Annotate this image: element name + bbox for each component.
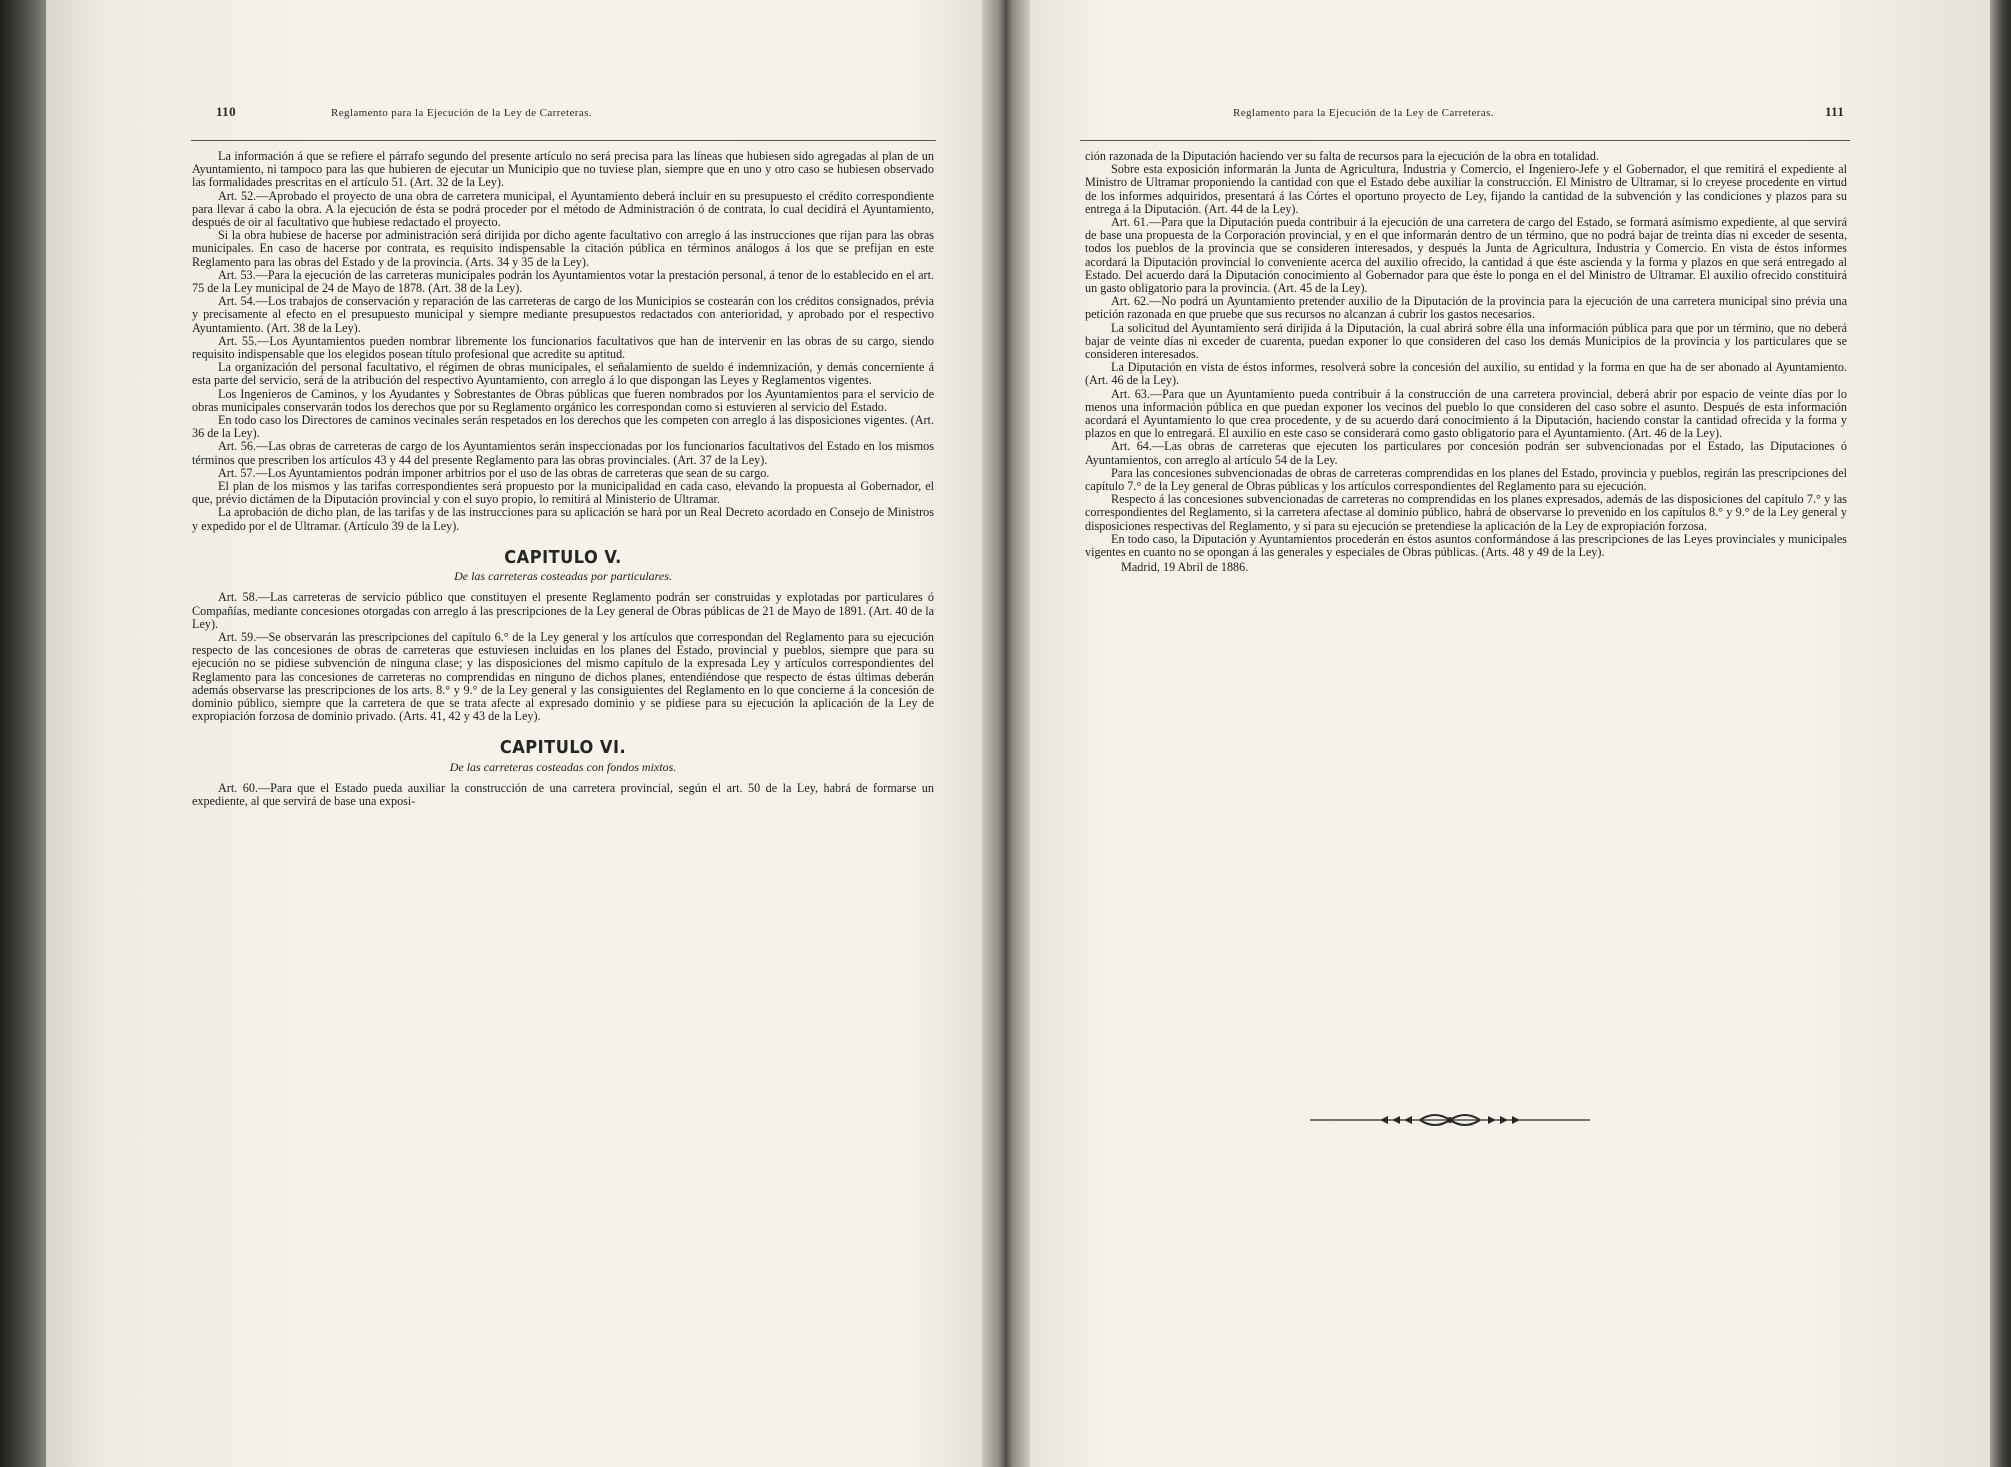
left-page [46, 0, 982, 1467]
end-ornament [1310, 1112, 1590, 1128]
page-number: 110 [216, 104, 236, 119]
paragraph: El plan de los mismos y las tarifas correspondientes será propuesto por la municipalidad en cada caso, elevando la propuesta al Gobernador, el que, prévio dictámen de la Diputación provincial y con el suyo propio, lo remitirá al Ministerio de Ultramar. [192, 479, 934, 507]
paragraph: La información á que se refiere el párrafo segundo del presente artículo no será precisa para las líneas que hubiesen sido agregadas al plan de un Ayuntamiento, ni tampoco para las que hubieren de ejecutar un Municipio que no tuviese plan, siempre que en uno y otro caso se hubiesen observado las formalidades prescritas en el artículo 51. (Art. 32 de la Ley). [192, 149, 934, 190]
right-page [1030, 0, 1990, 1467]
right-page-header [1030, 104, 1990, 124]
paragraph: ción razonada de la Diputación haciendo ver su falta de recursos para la ejecución de la obra en totalidad. [1085, 149, 1600, 163]
book-edge [1990, 0, 2011, 1467]
paragraph: En todo caso los Directores de caminos vecinales serán respetados en los derechos que les competen con arreglo á las disposiciones vigentes. (Art. 36 de la Ley). [192, 413, 934, 441]
paragraph: Art. 57.—Los Ayuntamientos podrán imponer arbitrios por el uso de las obras de carreteras que sean de su cargo. [218, 465, 770, 480]
left-page-header [46, 104, 982, 124]
date-line: Madrid, 19 Abril de 1886. [1121, 560, 1249, 575]
paragraph: Art. 55.—Los Ayuntamientos pueden nombrar libremente los funcionarios facultativos que han de intervenir en las obras de su cargo, siendo requisito indispensable que los elegidos posean título profesional que acredite su aptitud. [192, 333, 934, 362]
chapter-subtitle: De las carreteras costeadas por particulares. [454, 569, 672, 584]
running-header: Reglamento para la Ejecución de la Ley de Carreteras. [1233, 107, 1494, 119]
paragraph: Art. 53.—Para la ejecución de las carreteras municipales podrán los Ayuntamientos votar la prestación personal, á tenor de lo establecido en el art. 75 de la Ley municipal de 24 de Mayo de 1878. (Art. 38 de la Ley). [192, 267, 934, 296]
paragraph: Art. 59.—Se observarán las prescripciones del capítulo 6.° de la Ley general y los artículos que correspondan del Reglamento para su ejecución respecto de las concesiones de obras de carreteras que estuviesen incluidas en los planes del Estado, provincial y pueblos, siempre que para su ejecución no se pidiese subvención de ninguna clase; y las disposiciones del mismo capítulo de la expresada Ley y artículos correspondientes del Reglamento para las concesiones de carreteras no comprendidas en ninguno de dichos planes, entendiéndose que respecto de éstas últimas deberán además observarse las prescripciones de los arts. 8.° y 9.° de la Ley general y las consiguientes del Reglamento en lo que concierne á la concesión de dominio público, siempre que la carretera de que se trata afecte al expresado dominio y se pidiese para su ejecución la aplicación de la Ley de expropiación forzosa de dominio privado. (Arts. 41, 42 y 43 de la Ley). [192, 629, 934, 724]
paragraph: Art. 62.—No podrá un Ayuntamiento pretender auxilio de la Diputación de la provincia para la ejecución de una carretera municipal sino prévia una petición razonada en que pruebe que sus recursos no alcanzan á cubrir los gastos necesarios. [1085, 294, 1847, 322]
left-page-text [192, 150, 934, 808]
paragraph: Art. 60.—Para que el Estado pueda auxiliar la construcción de una carretera provincial, según el art. 50 de la Ley, habrá de formarse un expediente, al que servirá de base una exposi- [192, 780, 934, 808]
paragraph: En todo caso, la Diputación y Ayuntamientos procederán en éstos asuntos conformándose á las prescripciones de las Leyes provinciales y municipales vigentes en cuanto no se opongan á las generales y especiales de Obras públicas. (Arts. 48 y 49 de la Ley). [1085, 531, 1847, 560]
paragraph: Respecto á las concesiones subvencionadas de carreteras no comprendidas en los planes expresados, además de las disposiciones del capítulo 7.° y las correspondientes del Reglamento, si la carretera afectase al dominio público, habrá de observarse lo prevenido en los capítulos 8.° y 9.° de la Ley general y disposiciones respectivas del Reglamento, y si para su ejecución se pretendiese la aplicación de la Ley de expropiación forzosa. [1085, 492, 1847, 533]
paragraph: Art. 61.—Para que la Diputación pueda contribuir á la ejecución de una carretera de cargo del Estado, se formará asímismo expediente, al que servirá de base una propuesta de la Corporación provincial, y en el que informarán dentro de un término, que no podrá bajar de treinta días ni exceder de sesenta, todos los pueblos de la provincia que se consideren interesados, y después la Junta de Agricultura, Industria y Comercio. En vista de éstos informes acordará la Diputación provincial lo conveniente acerca del auxilio ofrecido, la cantidad á que éste ascienda y la forma y plazos en que será entregado al Estado. Del acuerdo dará la Diputación conocimiento al Gobernador para que éste lo ponga en el del Ministro de Ultramar. El auxilio ofrecido constituirá un gasto obligatorio para la provincia. (Art. 45 de la Ley). [1085, 215, 1847, 296]
right-page-text [1085, 150, 1847, 575]
running-header: Reglamento para la Ejecución de la Ley de Carreteras. [331, 107, 592, 119]
chapter-heading: CAPITULO V. [504, 546, 622, 568]
paragraph: Los Ingenieros de Caminos, y los Ayudantes y Sobrestantes de Obras públicas que fueren nombrados por los Ayuntamientos para el servicio de obras municipales conservarán todos los derechos que por su Reglamento orgánico les correspondan como si estuvieren al servicio del Estado. [192, 386, 934, 414]
paragraph: Art. 56.—Las obras de carreteras de cargo de los Ayuntamientos serán inspeccionadas por los funcionarios facultativos del Estado en los mismos términos que prescriben los artículos 43 y 44 del presente Reglamento para las obras provinciales. (Art. 37 de la Ley). [192, 439, 934, 467]
paragraph: Art. 54.—Los trabajos de conservación y reparación de las carreteras de cargo de los Municipios se costearán con los créditos consignados, prévia y precisamente al efecto en el presupuesto municipal y siempre mediante presupuestos redactados con anterioridad, y aprobado por el respectivo Ayuntamiento. (Art. 38 de la Ley). [192, 294, 934, 335]
paragraph: Sobre esta exposición informarán la Junta de Agricultura, Industria y Comercio, el Ingeniero-Jefe y el Gobernador, el que remitirá el expediente al Ministro de Ultramar proponiendo la cantidad con que el Estado debe auxiliar la construcción. El Ministro de Ultramar, si lo creyese procedente en virtud de los informes adquiridos, presentará á las Córtes el oportuno proyecto de Ley, fijando la cantidad de la subvención y las condiciones y plazos para su entrega á la Diputación. (Art. 44 de la Ley). [1085, 162, 1847, 216]
book-gutter [982, 0, 1030, 1467]
paragraph: Para las concesiones subvencionadas de obras de carreteras comprendidas en los planes del Estado, provincia y pueblos, regirán las prescripciones del capítulo 7.° de la Ley general de Obras públicas y los artículos correspondientes del Reglamento para su ejecución. [1085, 465, 1847, 494]
header-rule [191, 140, 936, 141]
chapter-subtitle: De las carreteras costeadas con fondos mixtos. [449, 759, 677, 774]
book-spine [0, 0, 46, 1467]
page-number: 111 [1825, 104, 1845, 119]
paragraph: La solicitud del Ayuntamiento será dirijida á la Diputación, la cual abrirá sobre élla una información pública para que por un término, que no deberá bajar de veinte días ni exceder de cuarenta, puedan exponer lo que consideren del caso los demás Municipios de la provincia y los particulares que se consideren interesados. [1085, 320, 1847, 362]
paragraph: Art. 64.—Las obras de carreteras que ejecuten los particulares por concesión podrán ser subvencionadas por el Estado, las Diputaciones ó Ayuntamientos, con arreglo al artículo 54 de la Ley. [1085, 439, 1847, 467]
paragraph: La aprobación de dicho plan, de las tarifas y de las instrucciones para su aplicación se hará por un Real Decreto acordado en Consejo de Ministros y expedido por el de Ultramar. (Artículo 39 de la Ley). [192, 505, 934, 533]
chapter-heading: CAPITULO VI. [499, 737, 627, 759]
paragraph: La organización del personal facultativo, el régimen de obras municipales, el señalamiento de sueldo é indemnización, y demás concerniente á esta parte del servicio, será de la atribución del respectivo Ayuntamiento, con arreglo á lo que dispongan las Leyes y Reglamentos vigentes. [192, 360, 934, 388]
paragraph: La Diputación en vista de éstos informes, resolverá sobre la concesión del auxilio, su entidad y la forma en que ha de ser abonado al Ayuntamiento. (Art. 46 de la Ley). [1085, 360, 1847, 388]
paragraph: Art. 58.—Las carreteras de servicio público que constituyen el presente Reglamento podrán ser construidas y explotadas por particulares ó Compañías, mediante concesiones otorgadas con arreglo á las prescripciones de la Ley general de Obras públicas de 21 de Mayo de 1891. (Art. 40 de la Ley). [192, 590, 934, 631]
paragraph: Art. 52.—Aprobado el proyecto de una obra de carretera municipal, el Ayuntamiento deberá incluir en su presupuesto el crédito correspondiente para llevar á cabo la obra. A la ejecución de ésta se podrá proceder por el método de Administración ó de contrata, lo cual decidirá el Ayuntamiento, después de oir al facultativo que hubiese redactado el proyecto. [192, 188, 934, 230]
paragraph: Si la obra hubiese de hacerse por administración será dirijida por dicho agente facultativo con arreglo á las instrucciones que rijan para las obras municipales. En caso de hacerse por contrata, es requisito indispensable la citación pública en términos análogos á los que se prefijan en este Reglamento para las obras del Estado y de la provincia. (Arts. 34 y 35 de la Ley). [192, 228, 934, 269]
header-rule [1080, 140, 1850, 141]
paragraph: Art. 63.—Para que un Ayuntamiento pueda contribuir á la construcción de una carretera provincial, deberá abrir por espacio de veinte días por lo menos una información pública en que puedan exponer los vecinos del pueblo lo que consideren del caso sobre el asunto. Después de esta información acordará el Ayuntamiento lo que crea procedente, y de su acuerdo dará conocimiento á la Diputación, haciendo constar la cantidad ofrecida y la forma y plazos en que lo entregará. El auxilio en este caso se considerará como gasto obligatorio para el Ayuntamiento. (Art. 46 de la Ley). [1085, 386, 1847, 441]
